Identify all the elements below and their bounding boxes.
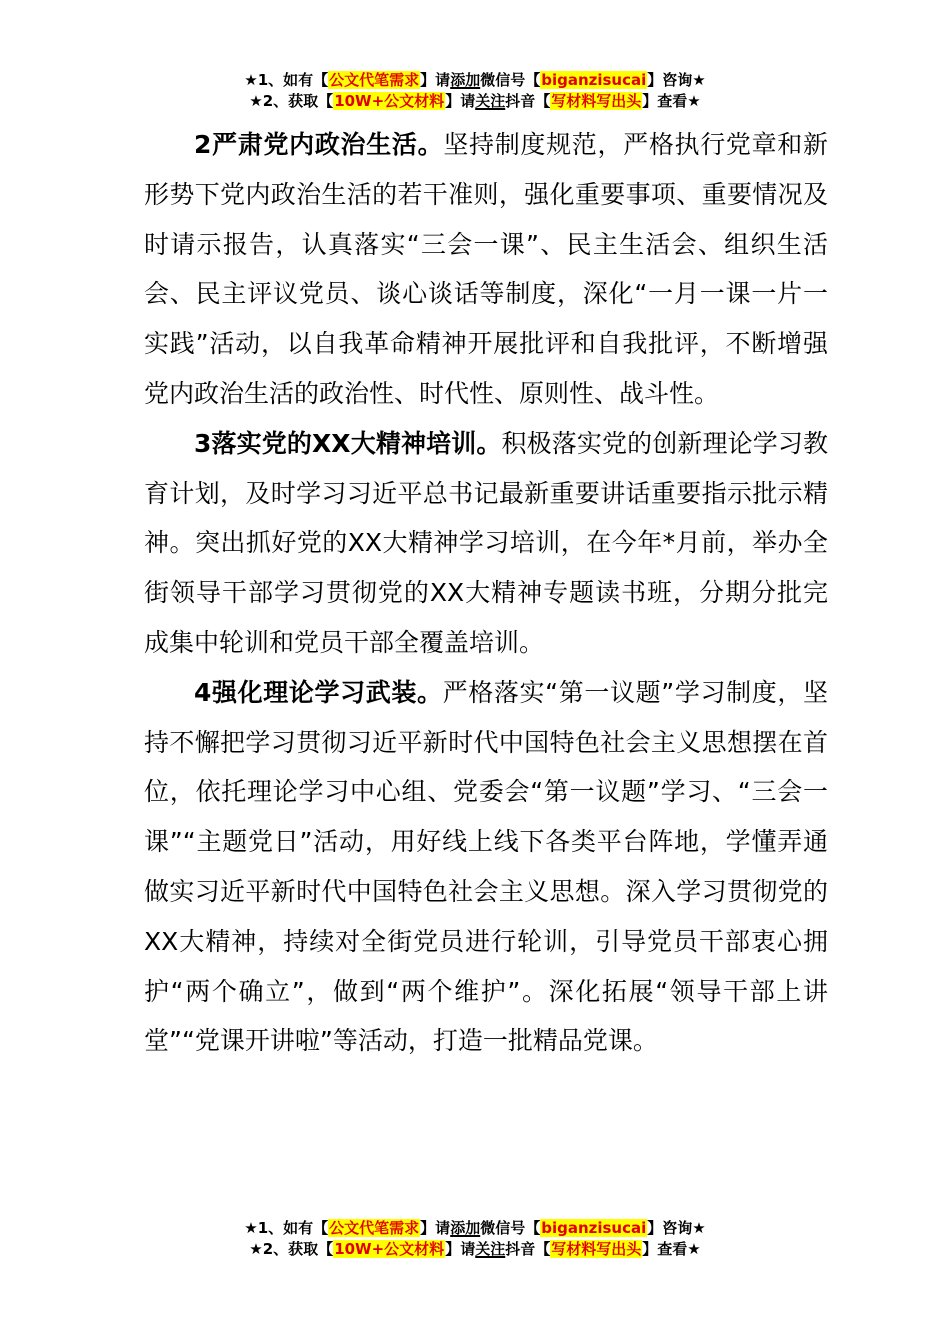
- banner-text: ★2、获取【: [249, 92, 334, 110]
- wechat-id-highlight: biganzisucai: [541, 1219, 647, 1237]
- wechat-id-highlight: biganzisucai: [541, 71, 647, 89]
- paragraph-2: [144, 120, 828, 419]
- banner-text: 微信号【: [480, 71, 541, 89]
- material-highlight: 10W+公文材料: [334, 1240, 445, 1258]
- paragraph-3: [144, 419, 828, 668]
- douyin-highlight: 写材料写出头: [551, 92, 642, 110]
- banner-line-2: [0, 91, 950, 112]
- follow-underline-text: 关注: [475, 1240, 506, 1258]
- banner-text: 】请: [445, 92, 476, 110]
- paragraph-text: 严格落实“第一议题”学习制度，坚持不懈把学习贯彻习近平新时代中国特色社会主义思想摆在首位，依托理论学习中心组、党委会“第一议题”学习、“三会一课”“主题党日”活动，用好线上线下各类平台阵地，学懂弄通做实习近平新时代中国特色社会主义思想。深入学习贯彻党的XX大精神，持续对全街党员进行轮训，引导党员干部衷心拥护“两个确立”，做到“两个维护”。深化拓展“领导干部上讲堂”“党课开讲啦”等活动，打造一批精品党课。: [144, 677, 828, 1056]
- banner-text: ★1、如有【: [244, 1219, 329, 1237]
- banner-text: 抖音【: [505, 1240, 551, 1258]
- banner-line-1: [0, 70, 950, 91]
- banner-text: 抖音【: [505, 92, 551, 110]
- service-highlight: 公文代笔需求: [329, 71, 420, 89]
- material-highlight: 10W+公文材料: [334, 92, 445, 110]
- follow-underline-text: 关注: [475, 92, 506, 110]
- paragraph-heading: 2严肃党内政治生活。: [194, 130, 444, 159]
- add-underline-text: 添加: [450, 1219, 481, 1237]
- banner-text: 】查看★: [642, 92, 701, 110]
- banner-text: 】咨询★: [647, 71, 706, 89]
- paragraph-heading: 3落实党的XX大精神培训。: [194, 428, 502, 458]
- paragraph-heading: 4强化理论学习武装。: [194, 677, 443, 707]
- banner-text: 微信号【: [480, 1219, 541, 1237]
- banner-text: 】请: [445, 1240, 476, 1258]
- banner-text: 】咨询★: [647, 1219, 706, 1237]
- paragraph-text: 积极落实党的创新理论学习教育计划，及时学习习近平总书记最新重要讲话重要指示批示精神。突出抓好党的XX大精神学习培训，在今年*月前，举办全街领导干部学习贯彻党的XX大精神专题读书班，分期分批完成集中轮训和党员干部全覆盖培训。: [144, 428, 828, 657]
- banner-text: 】请: [420, 1219, 451, 1237]
- paragraph-4: [144, 668, 828, 1066]
- service-highlight: 公文代笔需求: [329, 1219, 420, 1237]
- banner-text: ★1、如有【: [244, 71, 329, 89]
- paragraph-text: 坚持制度规范，严格执行党章和新形势下党内政治生活的若干准则，强化重要事项、重要情况及时请示报告，认真落实“三会一课”、民主生活会、组织生活会、民主评议党员、谈心谈话等制度，深化“一月一课一片一实践”活动，以自我革命精神开展批评和自我批评，不断增强党内政治生活的政治性、时代性、原则性、战斗性。: [144, 130, 828, 408]
- top-banner: [0, 70, 950, 112]
- document-body: [144, 120, 828, 1066]
- banner-text: 】请: [420, 71, 451, 89]
- douyin-highlight: 写材料写出头: [551, 1240, 642, 1258]
- banner-text: ★2、获取【: [249, 1240, 334, 1258]
- add-underline-text: 添加: [450, 71, 481, 89]
- bottom-banner: [0, 1218, 950, 1260]
- banner-line-2: [0, 1239, 950, 1260]
- banner-text: 】查看★: [642, 1240, 701, 1258]
- banner-line-1: [0, 1218, 950, 1239]
